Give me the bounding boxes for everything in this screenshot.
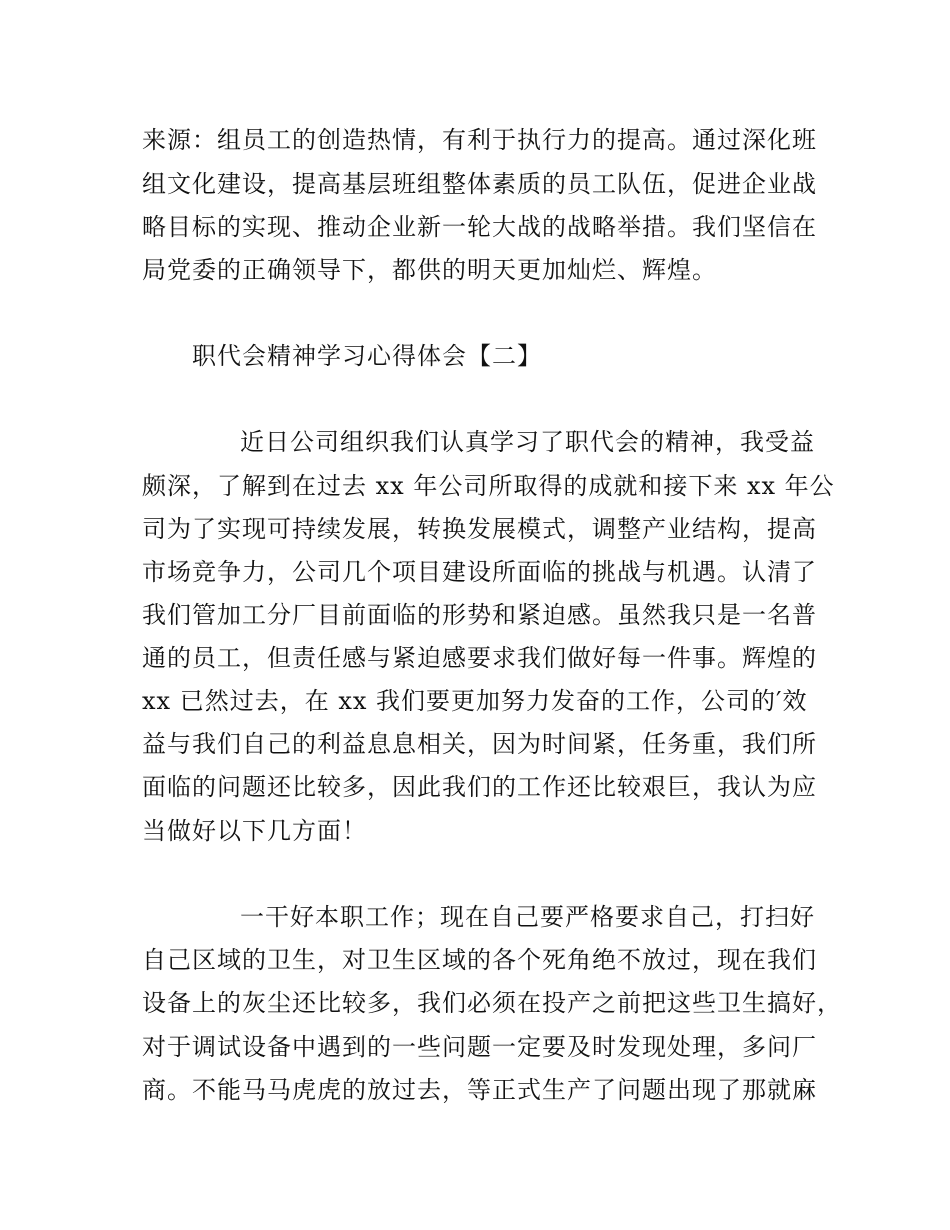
text-line: 我们管加工分厂目前面临的形势和紧迫感。虽然我只是一名普: [142, 601, 817, 629]
text-line: 一干好本职工作；现在自己要严格要求自己，打扫好: [240, 903, 815, 931]
text-line: 近日公司组织我们认真学习了职代会的精神，我受益: [240, 428, 815, 456]
text-line: 通的员工，但责任感与紧迫感要求我们做好每一件事。辉煌的: [142, 644, 817, 672]
text-line: 自己区域的卫生，对卫生区域的各个死角绝不放过，现在我们: [142, 946, 817, 974]
text-line: 局党委的正确领导下，都供的明天更加灿烂、辉煌。: [142, 256, 717, 284]
text-line: 面临的问题还比较多，因此我们的工作还比较艰巨，我认为应: [142, 773, 817, 801]
text-line: 组文化建设，提高基层班组整体素质的员工队伍，促进企业战: [142, 170, 817, 198]
text-line: 市场竞争力，公司几个项目建设所面临的挑战与机遇。认清了: [142, 558, 817, 586]
text-line: 商。不能马马虎虎的放过去，等正式生产了问题出现了那就麻: [142, 1076, 817, 1104]
text-line: 颇深，了解到在过去 xx 年公司所取得的成就和接下来 xx 年公: [142, 472, 835, 500]
text-line: 司为了实现可持续发展，转换发展模式，调整产业结构，提高: [142, 515, 817, 543]
text-line: 来源：组员工的创造热情，有利于执行力的提高。通过深化班: [142, 126, 817, 154]
section-heading: 职代会精神学习心得体会【二】: [192, 342, 542, 370]
text-line: 略目标的实现、推动企业新一轮大战的战略举措。我们坚信在: [142, 213, 817, 241]
text-line: xx 已然过去，在 xx 我们要更加努力发奋的工作，公司的′效: [142, 687, 808, 715]
text-line: 对于调试设备中遇到的一些问题一定要及时发现处理，多问厂: [142, 1033, 817, 1061]
text-line: 设备上的灰尘还比较多，我们必须在投产之前把这些卫生搞好，: [142, 989, 842, 1017]
text-line: 益与我们自己的利益息息相关，因为时间紧，任务重，我们所: [142, 730, 817, 758]
text-line: 当做好以下几方面！: [142, 817, 367, 845]
